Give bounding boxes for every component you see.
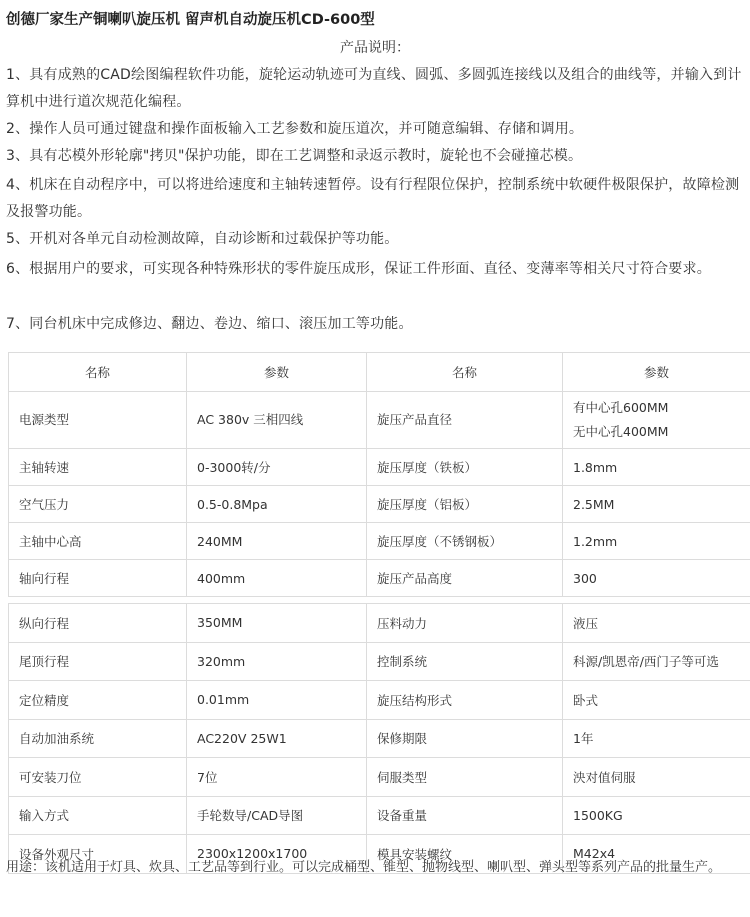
header-param: 参数 bbox=[187, 353, 367, 392]
table-row bbox=[9, 796, 750, 835]
spec-name: 旋压厚度（铁板） bbox=[367, 449, 563, 486]
table-row bbox=[9, 719, 750, 758]
spec-name: 定位精度 bbox=[9, 681, 187, 720]
table-row bbox=[9, 758, 750, 797]
spec-value: 0-3000转/分 bbox=[187, 449, 367, 486]
table-row bbox=[9, 681, 750, 720]
spec-name: 可安装刀位 bbox=[9, 758, 187, 797]
header-name: 名称 bbox=[367, 353, 563, 392]
spec-name: 控制系统 bbox=[367, 642, 563, 681]
spec-value: 2300x1200x1700 bbox=[187, 835, 367, 874]
description-paragraph-3: 3、具有芯模外形轮廓"拷贝"保护功能，即在工艺调整和录返示教时，旋轮也不会碰撞芯模。 bbox=[6, 148, 583, 164]
spec-value: AC 380v 三相四线 bbox=[187, 392, 367, 449]
spec-name: 模具安装螺纹 bbox=[367, 835, 563, 874]
table-row bbox=[9, 642, 750, 681]
spec-value: 科源/凯恩帝/西门子等可选 bbox=[563, 642, 750, 681]
spec-name: 伺服类型 bbox=[367, 758, 563, 797]
spec-value: M42x4 bbox=[563, 835, 750, 874]
description-paragraph-2: 2、操作人员可通过键盘和操作面板输入工艺参数和旋压道次，并可随意编辑、存储和调用。 bbox=[6, 121, 584, 137]
spec-value: 液压 bbox=[563, 604, 750, 643]
spec-value: 400mm bbox=[187, 560, 367, 597]
spec-value: 1年 bbox=[563, 719, 750, 758]
spec-name: 旋压结构形式 bbox=[367, 681, 563, 720]
spec-value: 手轮数导/CAD导图 bbox=[187, 796, 367, 835]
spec-value: 240MM bbox=[187, 523, 367, 560]
spec-table-primary bbox=[8, 352, 750, 597]
section-subtitle: 产品说明： bbox=[340, 40, 410, 56]
description-paragraph-7: 7、同台机床中完成修边、翻边、卷边、缩口、滚压加工等功能。 bbox=[6, 316, 413, 332]
spec-name: 轴向行程 bbox=[9, 560, 187, 597]
spec-name: 旋压厚度（铝板） bbox=[367, 486, 563, 523]
spec-name: 旋压产品高度 bbox=[367, 560, 563, 597]
page-title: 创德厂家生产铜喇叭旋压机 留声机自动旋压机CD-600型 bbox=[6, 12, 375, 28]
spec-name: 空气压力 bbox=[9, 486, 187, 523]
spec-name: 输入方式 bbox=[9, 796, 187, 835]
spec-value: AC220V 25W1 bbox=[187, 719, 367, 758]
table-row bbox=[9, 604, 750, 643]
spec-value: 300 bbox=[563, 560, 750, 597]
spec-name: 保修期限 bbox=[367, 719, 563, 758]
header-param: 参数 bbox=[563, 353, 750, 392]
spec-name: 设备重量 bbox=[367, 796, 563, 835]
spec-value-line: 有中心孔600MM bbox=[573, 400, 669, 415]
spec-name: 电源类型 bbox=[9, 392, 187, 449]
spec-value: 1.8mm bbox=[563, 449, 750, 486]
spec-value: 0.5-0.8Mpa bbox=[187, 486, 367, 523]
spec-name: 设备外观尺寸 bbox=[9, 835, 187, 874]
spec-value bbox=[563, 392, 750, 449]
spec-value: 320mm bbox=[187, 642, 367, 681]
spec-name: 旋压厚度（不锈钢板） bbox=[367, 523, 563, 560]
description-paragraph-1: 1、具有成熟的CAD绘图编程软件功能，旋轮运动轨迹可为直线、圆弧、多圆弧连接线以及组合的曲线等，并输入到计算机中进行道次规范化编程。 bbox=[6, 67, 742, 110]
spec-name: 压料动力 bbox=[367, 604, 563, 643]
description-paragraph-5: 5、开机对各单元自动检测故障，自动诊断和过载保护等功能。 bbox=[6, 231, 399, 247]
spec-value: 350MM bbox=[187, 604, 367, 643]
description-paragraph-4: 4、机床在自动程序中，可以将进给速度和主轴转速暂停。设有行程限位保护，控制系统中软硬件极限保护，故障检测及报警功能。 bbox=[6, 177, 740, 220]
spec-name: 自动加油系统 bbox=[9, 719, 187, 758]
spec-name: 旋压产品直径 bbox=[367, 392, 563, 449]
spec-name: 尾顶行程 bbox=[9, 642, 187, 681]
table-row bbox=[9, 560, 750, 597]
table-row bbox=[9, 449, 750, 486]
spec-value: 卧式 bbox=[563, 681, 750, 720]
spec-name: 主轴中心高 bbox=[9, 523, 187, 560]
usage-note: 用途：该机适用于灯具、炊具、工艺品等到行业。可以完成桶型、锥型、抛物线型、喇叭型、弹头型等系列产品的批量生产。 bbox=[6, 860, 722, 875]
spec-name: 纵向行程 bbox=[9, 604, 187, 643]
spec-name: 主轴转速 bbox=[9, 449, 187, 486]
description-paragraph-6: 6、根据用户的要求，可实现各种特殊形状的零件旋压成形，保证工件形面、直径、变薄率等相关尺寸符合要求。 bbox=[6, 261, 711, 277]
spec-value: 泱对值伺服 bbox=[563, 758, 750, 797]
table-row bbox=[9, 392, 750, 449]
table-row bbox=[9, 486, 750, 523]
table-header-row bbox=[9, 353, 750, 392]
spec-value: 2.5MM bbox=[563, 486, 750, 523]
spec-value-line: 无中心孔400MM bbox=[573, 424, 669, 439]
spec-value: 1.2mm bbox=[563, 523, 750, 560]
spec-table-secondary bbox=[8, 603, 750, 874]
header-name: 名称 bbox=[9, 353, 187, 392]
spec-value: 1500KG bbox=[563, 796, 750, 835]
spec-value: 0.01mm bbox=[187, 681, 367, 720]
table-row bbox=[9, 523, 750, 560]
spec-value: 7位 bbox=[187, 758, 367, 797]
